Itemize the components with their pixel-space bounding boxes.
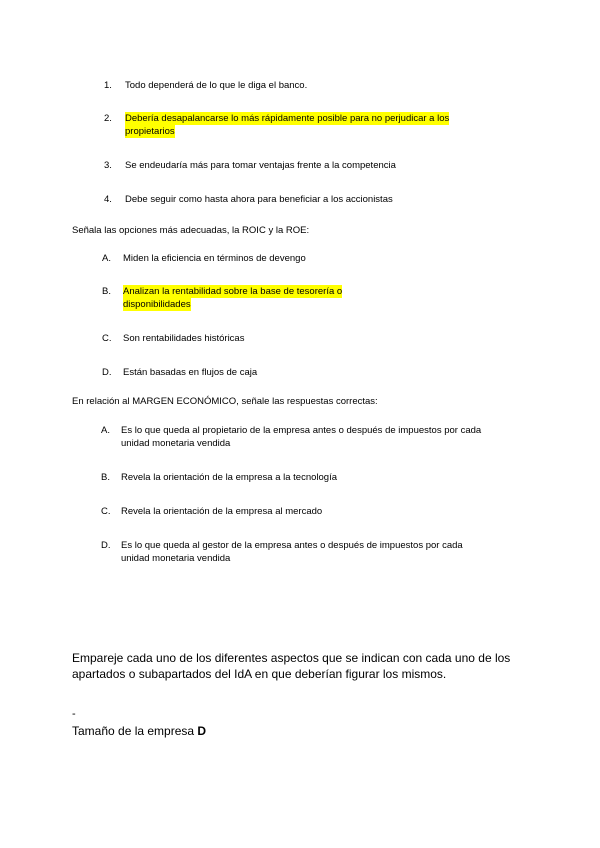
question-text: En relación al MARGEN ECONÓMICO, señale las respuestas correctas: [72,396,378,407]
list-item-text: Se endeudaría más para tomar ventajas frente a la competencia [125,160,396,171]
list-item-text: unidad monetaria vendida [121,553,231,564]
answer-value: D [197,724,207,738]
list-item-text: Todo dependerá de lo que le diga el banco. [125,80,308,91]
list-marker: C. [101,506,111,517]
list-item-text: Es lo que queda al propietario de la empresa antes o después de impuestos por cada [121,425,482,436]
list-marker: A. [102,253,111,264]
list-item-text: Miden la eficiencia en términos de devengo [123,253,306,264]
question-text: Señala las opciones más adecuadas, la ROIC y la ROE: [72,225,310,236]
list-marker: 3. [104,160,112,171]
answer-line [72,723,206,739]
list-marker: B. [101,472,110,483]
list-marker: D. [101,540,111,551]
highlighted-answer: Analizan la rentabilidad sobre la base de tesorería o [123,286,343,297]
highlighted-answer: propietarios [125,126,175,137]
list-item-text: Debe seguir como hasta ahora para beneficiar a los accionistas [125,194,393,205]
list-marker: C. [102,333,112,344]
list-marker: B. [102,286,111,297]
list-marker: 4. [104,194,112,205]
list-item-text: Son rentabilidades históricas [123,333,245,344]
list-item-text: unidad monetaria vendida [121,438,231,449]
list-item-text: Revela la orientación de la empresa a la tecnología [121,472,337,483]
list-marker: A. [101,425,110,436]
highlighted-answer: disponibilidades [123,299,191,310]
list-item-text: Están basadas en flujos de caja [123,367,258,378]
list-marker: 1. [104,80,112,91]
list-item-text: Es lo que queda al gestor de la empresa antes o después de impuestos por cada [121,540,463,551]
list-marker: D. [102,367,112,378]
list-marker: 2. [104,113,112,124]
instruction-text: Empareje cada uno de los diferentes aspectos que se indican con cada uno de los [72,651,511,665]
instruction-text: apartados o subapartados del IdA en que deberían figurar los mismos. [72,667,447,681]
highlighted-answer: Debería desapalancarse lo más rápidamente posible para no perjudicar a los [125,113,450,124]
dash-separator: - [72,708,76,720]
answer-label: Tamaño de la empresa [72,724,198,738]
list-item-text: Revela la orientación de la empresa al mercado [121,506,323,517]
